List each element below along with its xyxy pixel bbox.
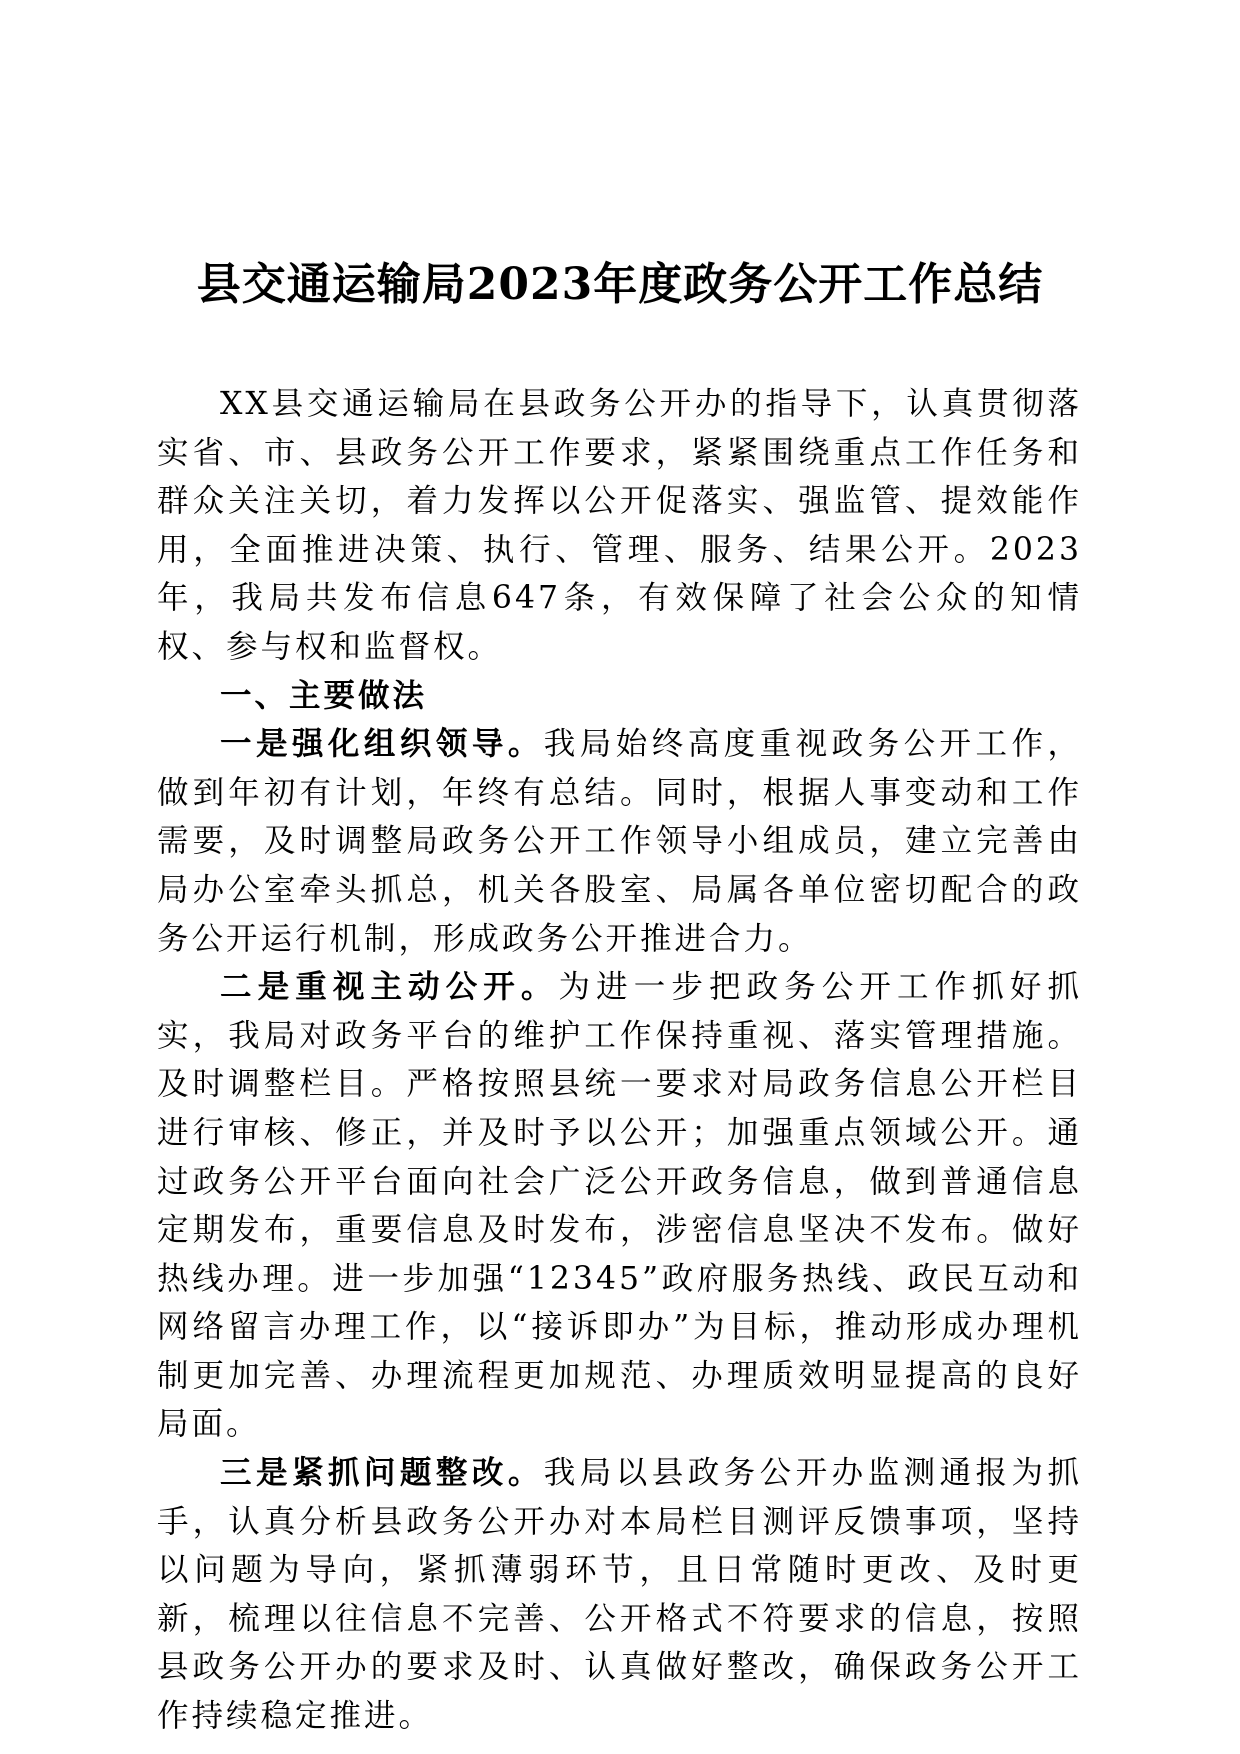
paragraph-text: 我局以县政务公开办监测通报为抓手，认真分析县政务公开办对本局栏目测评反馈事项，坚持以问题为导向，紧抓薄弱环节，且日常随时更改、及时更新，梳理以往信息不完善、公开格式不符要求的信息，按照县政务公开办的要求及时、认真做好整改，确保政务公开工作持续稳定推进。: [157, 1455, 1082, 1735]
paragraph-lead: 二是重视主动公开。: [220, 968, 559, 1006]
paragraph-lead: 三是紧抓问题整改。: [220, 1454, 544, 1492]
intro-paragraph: XX县交通运输局在县政务公开办的指导下，认真贯彻落实省、市、县政务公开工作要求，紧紧围绕重点工作任务和群众关注关切，着力发挥以公开促落实、强监管、提效能作用，全面推进决策、执行、管理、服务、结果公开。2023年，我局共发布信息647条，有效保障了社会公众的知情权、参与权和监督权。: [157, 386, 1082, 665]
paragraph-lead: 一是强化组织领导。: [220, 725, 544, 763]
paragraph-problem-rectification: [157, 1449, 1082, 1741]
document-body: [157, 380, 1082, 1741]
paragraph-active-disclosure: [157, 963, 1082, 1449]
paragraph-text: 为进一步把政务公开工作抓好抓实，我局对政务平台的维护工作保持重视、落实管理措施。及时调整栏目。严格按照县统一要求对局政务信息公开栏目进行审核、修正，并及时予以公开；加强重点领域公开。通过政务公开平台面向社会广泛公开政务信息，做到普通信息定期发布，重要信息及时发布，涉密信息坚决不发布。做好热线办理。进一步加强“12345”政府服务热线、政民互动和网络留言办理工作，以“接诉即办”为目标，推动形成办理机制更加完善、办理流程更加规范、办理质效明显提高的良好局面。: [157, 969, 1082, 1443]
section-heading-main-practices: 一、主要做法: [220, 676, 428, 714]
document-title: 县交通运输局2023年度政务公开工作总结: [196, 259, 1044, 310]
paragraph-organization-leadership: [157, 720, 1082, 963]
paragraph-text: 我局始终高度重视政务公开工作，做到年初有计划，年终有总结。同时，根据人事变动和工作需要，及时调整局政务公开工作领导小组成员，建立完善由局办公室牵头抓总，机关各股室、局属各单位密切配合的政务公开运行机制，形成政务公开推进合力。: [157, 726, 1082, 957]
